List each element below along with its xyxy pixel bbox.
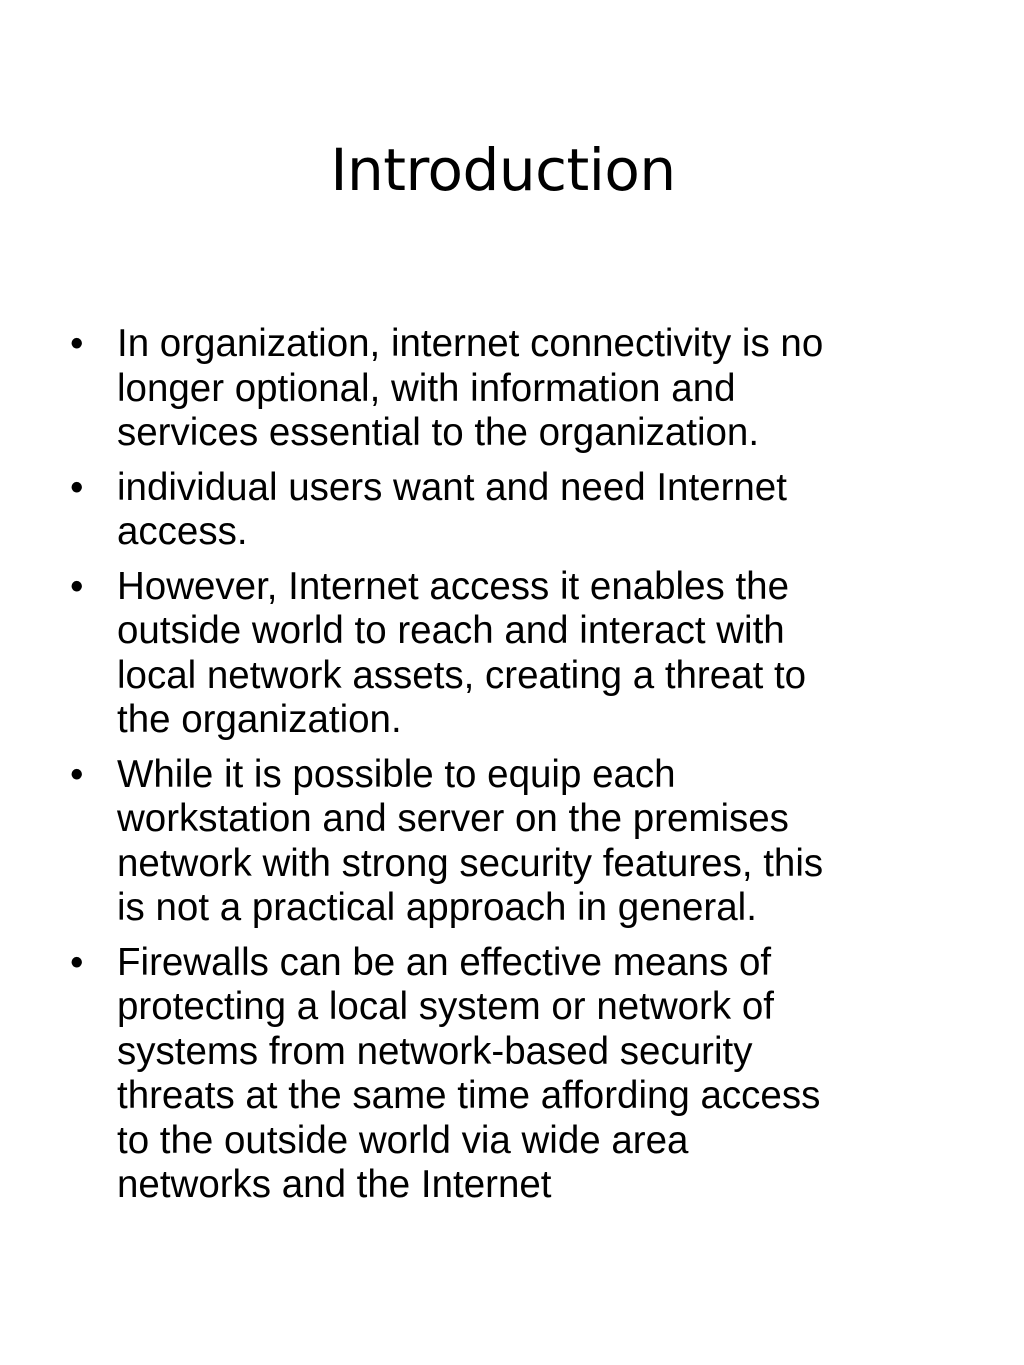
bullet-text-line: network with strong security features, this	[117, 841, 824, 885]
bullet-text-line: the organization.	[117, 698, 402, 741]
bullet-icon: •	[70, 564, 84, 608]
bullet-item	[70, 565, 970, 743]
bullet-text-line: protecting a local system or network of	[117, 985, 774, 1028]
bullet-icon: •	[70, 465, 84, 509]
bullet-icon: •	[70, 322, 84, 365]
bullet-text-line: access.	[117, 510, 248, 553]
bullet-text-line: is not a practical approach in general.	[117, 886, 757, 929]
bullet-text-line: to the outside world via wide area	[117, 1118, 689, 1162]
bullet-text-line: longer optional, with information and	[117, 366, 736, 410]
bullet-icon: •	[70, 940, 84, 984]
bullet-text-line: outside world to reach and interact with	[117, 609, 785, 652]
slide-title: Introduction	[330, 136, 676, 204]
bullet-text-line: systems from network-based security	[117, 1029, 753, 1073]
bullet-text-line: In organization, internet connectivity is no	[117, 322, 824, 365]
bullet-text-line: networks and the Internet	[117, 1163, 552, 1206]
bullet-text-line: While it is possible to equip each	[117, 752, 676, 796]
bullet-text-line: services essential to the organization.	[117, 411, 760, 454]
bullet-list	[70, 322, 970, 1218]
bullet-text-line: workstation and server on the premises	[117, 797, 789, 840]
bullet-icon: •	[70, 752, 84, 796]
bullet-item	[70, 466, 970, 555]
bullet-item	[70, 941, 970, 1208]
bullet-item	[70, 753, 970, 931]
bullet-item	[70, 322, 970, 456]
bullet-text-line: threats at the same time affording access	[117, 1074, 821, 1117]
bullet-text-line: individual users want and need Internet	[117, 465, 787, 509]
bullet-text-line: However, Internet access it enables the	[117, 564, 789, 608]
bullet-text-line: Firewalls can be an effective means of	[117, 940, 772, 984]
bullet-text-line: local network assets, creating a threat to	[117, 653, 807, 697]
